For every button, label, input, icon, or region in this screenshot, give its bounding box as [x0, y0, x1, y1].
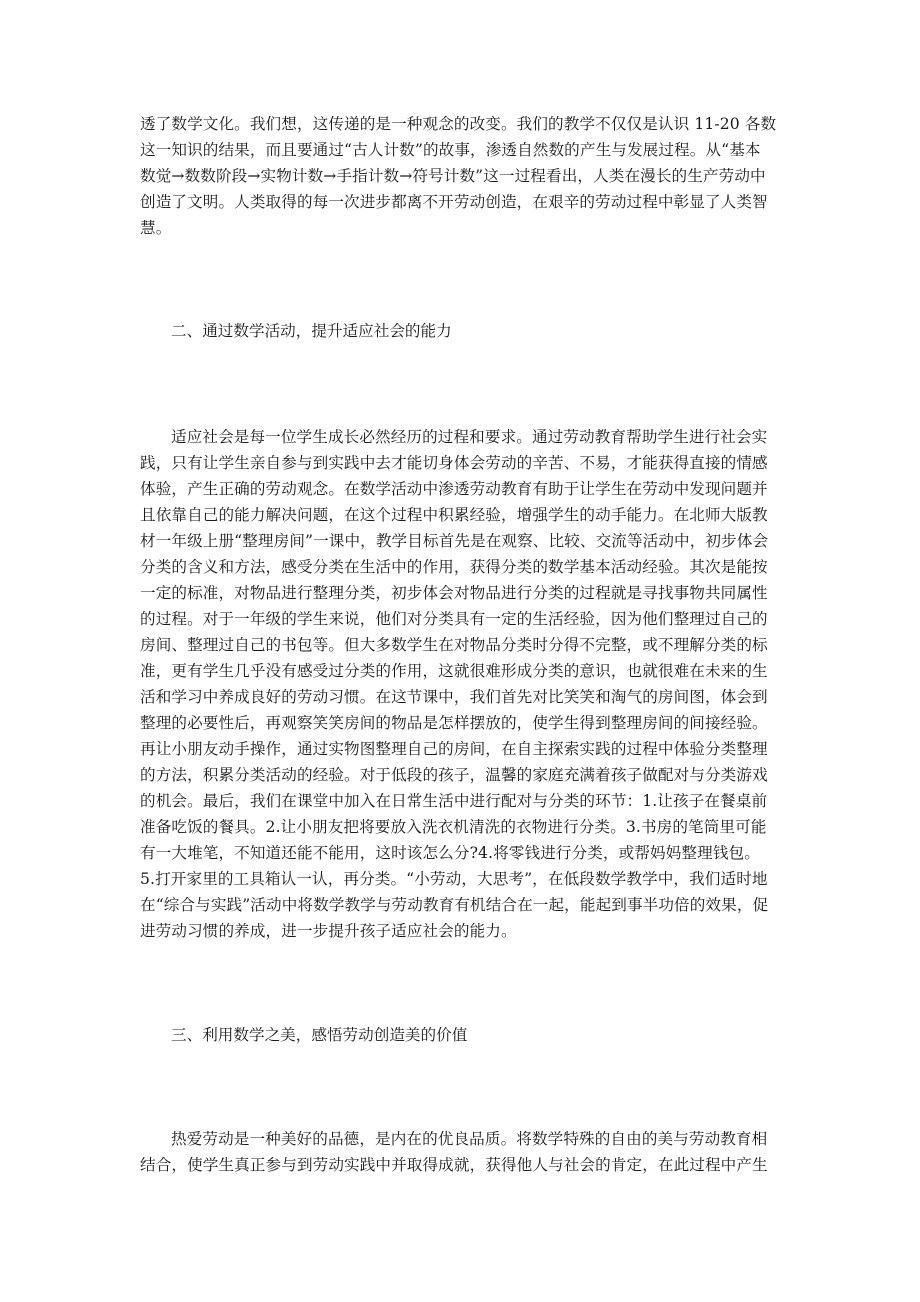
text-line: 活和学习中养成良好的劳动习惯。在这节课中，我们首先对比笑笑和淘气的房间图，体会到 [140, 688, 768, 706]
text-line: 有一大堆笔，不知道还能不能用，这时该怎么分?4.将零钱进行分类，或帮妈妈整理钱包。 [140, 844, 760, 862]
section-heading-3: 三、利用数学之美，感悟劳动创造美的价值 [171, 1026, 468, 1044]
text-line: 践，只有让学生亲自参与到实践中去才能切身体会劳动的辛苦、不易，才能获得直接的情感 [140, 454, 768, 472]
text-line: 数觉→数数阶段→实物计数→手指计数→符号计数”这一过程看出，人类在漫长的生产劳动中 [140, 167, 766, 185]
text-line: 材一年级上册“整理房间”一课中，教学目标首先是在观察、比较、交流等活动中，初步体会 [140, 532, 769, 550]
text-line: 准备吃饭的餐具。2.让小朋友把将要放入洗衣机清洗的衣物进行分类。3.书房的笔筒里可能 [140, 818, 767, 836]
text-line: 准，更有学生几乎没有感受过分类的作用，这就很难形成分类的意识，也就很难在未来的生 [140, 662, 768, 680]
text-line: 适应社会是每一位学生成长必然经历的过程和要求。通过劳动教育帮助学生进行社会实 [171, 428, 768, 446]
text-line: 一定的标准，对物品进行整理分类，初步体会对物品进行分类的过程就是寻找事物共同属性 [140, 584, 768, 602]
text-line: 进劳动习惯的养成，进一步提升孩子适应社会的能力。 [140, 922, 517, 940]
text-line: 再让小朋友动手操作，通过实物图整理自己的房间，在自主探索实践的过程中体验分类整理 [140, 740, 768, 758]
text-line: 创造了文明。人类取得的每一次进步都离不开劳动创造，在艰辛的劳动过程中彰显了人类智 [140, 193, 768, 211]
text-line: 分类的含义和方法，感受分类在生活中的作用，获得分类的数学基本活动经验。其次是能按 [140, 558, 768, 576]
text-line: 的过程。对于一年级的学生来说，他们对分类具有一定的生活经验，因为他们整理过自己的 [140, 610, 768, 628]
text-line: 透了数学文化。我们想，这传递的是一种观念的改变。我们的教学不仅仅是认识 11-20 各数 [140, 115, 777, 133]
text-line: 5.打开家里的工具箱认一认，再分类。“小劳动，大思考”，在低段数学教学中，我们适时地 [140, 870, 768, 888]
paragraph-social-ability [140, 424, 790, 944]
text-line: 结合，使学生真正参与到劳动实践中并取得成就，获得他人与社会的肯定，在此过程中产生 [140, 1156, 768, 1174]
text-line: 房间、整理过自己的书包等。但大多数学生在对物品分类时分得不完整，或不理解分类的标 [140, 636, 768, 654]
text-line: 在“综合与实践”活动中将数学教学与劳动教育有机结合在一起，能起到事半功倍的效果，促 [140, 896, 769, 914]
text-line: 的方法，积累分类活动的经验。对于低段的孩子，温馨的家庭充满着孩子做配对与分类游戏 [140, 766, 768, 784]
text-line: 整理的必要性后，再观察笑笑房间的物品是怎样摆放的，使学生得到整理房间的间接经验。 [140, 714, 768, 732]
text-line: 热爱劳动是一种美好的品德，是内在的优良品质。将数学特殊的自由的美与劳动教育相 [171, 1130, 768, 1148]
text-line: 慧。 [140, 219, 172, 237]
text-line: 体验，产生正确的劳动观念。在数学活动中渗透劳动教育有助于让学生在劳动中发现问题并 [140, 480, 768, 498]
text-line: 这一知识的结果，而且要通过“古人计数”的故事，渗透自然数的产生与发展过程。从“基本 [140, 141, 761, 159]
text-line: 的机会。最后，我们在课堂中加入在日常生活中进行配对与分类的环节：1.让孩子在餐桌前 [140, 792, 768, 810]
text-line: 且依靠自己的能力解决问题，在这个过程中积累经验，增强学生的动手能力。在北师大版教 [140, 506, 768, 524]
paragraph-culture [140, 111, 790, 241]
section-heading-2: 二、通过数学活动，提升适应社会的能力 [171, 322, 452, 340]
paragraph-beauty-of-labor [140, 1126, 790, 1178]
